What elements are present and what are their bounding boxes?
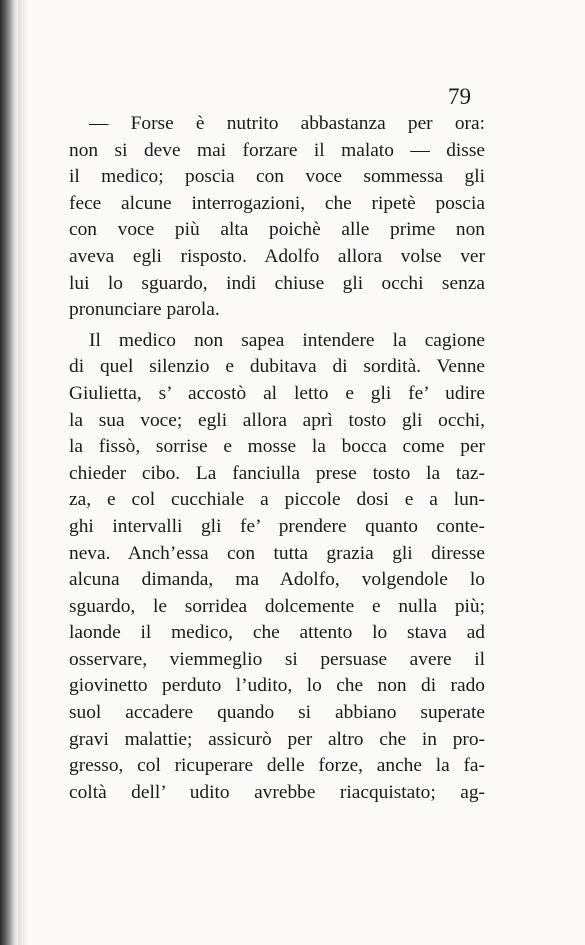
text-line: pronunciare parola. (69, 299, 220, 321)
text-line: laonde il medico, che attento lo stava ad (69, 622, 485, 644)
page-number: 79 (448, 84, 471, 109)
text-body (69, 111, 485, 806)
text-line: gresso, col ricuperare delle forze, anche la fa- (69, 755, 485, 777)
text-line: Giulietta, s’ accostò al letto e gli fe’ udire (69, 382, 485, 404)
text-line: la sua voce; egli allora aprì tosto gli occhi, (69, 409, 485, 431)
text-line: non si deve mai forzare il malato — disse (69, 139, 485, 161)
text-line: di quel silenzio e dubitava di sordità. Venne (69, 356, 485, 378)
text-line: suol accadere quando si abbiano superate (69, 702, 485, 724)
text-line: sguardo, le sorridea dolcemente e nulla più; (69, 595, 485, 617)
text-line: neva. Anch’essa con tutta grazia gli diresse (69, 542, 485, 564)
binding-shadow (18, 0, 28, 945)
text-line: con voce più alta poichè alle prime non (69, 219, 485, 241)
text-line: chieder cibo. La fanciulla prese tosto la taz- (69, 462, 485, 484)
text-line: osservare, viemmeglio si persuase avere il (69, 648, 485, 670)
text-line: za, e col cucchiale a piccole dosi e a lun- (69, 489, 485, 511)
text-line: il medico; poscia con voce sommessa gli (69, 166, 485, 188)
text-line: coltà dell’ udito avrebbe riacquistato; ag- (69, 781, 485, 803)
text-line: fece alcune interrogazioni, che ripetè poscia (69, 192, 485, 214)
binding-edge (0, 0, 18, 945)
text-line: la fissò, sorrise e mosse la bocca come per (69, 436, 485, 458)
text-line: alcuna dimanda, ma Adolfo, volgendole lo (69, 569, 485, 591)
text-line: gravi malattie; assicurò per altro che in pro- (69, 728, 485, 750)
text-line: Il medico non sapea intendere la cagione (89, 329, 485, 351)
text-line: ghi intervalli gli fe’ prendere quanto conte- (69, 515, 485, 537)
text-line: aveva egli risposto. Adolfo allora volse ver (69, 245, 485, 267)
text-line: — Forse è nutrito abbastanza per ora: (89, 113, 485, 134)
text-line: giovinetto perduto l’udito, lo che non di rado (69, 675, 485, 697)
text-line: lui lo sguardo, indi chiuse gli occhi senza (69, 272, 485, 294)
